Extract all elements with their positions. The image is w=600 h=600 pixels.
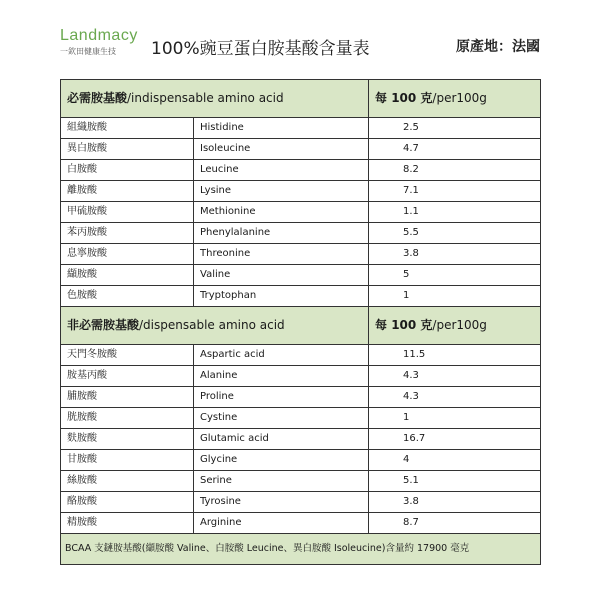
- amino-acid-value: 5: [369, 265, 541, 286]
- table-row: [61, 429, 541, 450]
- table-row: [61, 223, 541, 244]
- table-row: [61, 345, 541, 366]
- amino-acid-name-zh: 絲胺酸: [61, 471, 194, 492]
- logo-subtitle: 一欽田健康生技: [60, 47, 116, 56]
- nonessential-unit: [369, 307, 541, 345]
- table-row: [61, 492, 541, 513]
- table-row: [61, 408, 541, 429]
- essential-unit: [369, 80, 541, 118]
- amino-acid-value: 3.8: [369, 244, 541, 265]
- amino-acid-name-en: Serine: [194, 471, 369, 492]
- amino-acid-name-en: Alanine: [194, 366, 369, 387]
- amino-acid-name-zh: 胱胺酸: [61, 408, 194, 429]
- table-row: [61, 118, 541, 139]
- amino-acid-name-en: Valine: [194, 265, 369, 286]
- nonessential-heading-zh: 非必需胺基酸: [67, 318, 140, 332]
- table-row: [61, 181, 541, 202]
- table-row: [61, 160, 541, 181]
- nonessential-unit-en: /per100g: [432, 318, 487, 332]
- amino-acid-name-zh: 纈胺酸: [61, 265, 194, 286]
- essential-unit-en: /per100g: [432, 91, 487, 105]
- table-row: [61, 265, 541, 286]
- amino-acid-value: 2.5: [369, 118, 541, 139]
- amino-acid-name-en: Cystine: [194, 408, 369, 429]
- amino-acid-name-zh: 酪胺酸: [61, 492, 194, 513]
- table-row: [61, 471, 541, 492]
- amino-acid-name-en: Arginine: [194, 513, 369, 534]
- amino-acid-value: 7.1: [369, 181, 541, 202]
- amino-acid-name-en: Tyrosine: [194, 492, 369, 513]
- amino-acid-value: 4.3: [369, 366, 541, 387]
- amino-acid-name-en: Histidine: [194, 118, 369, 139]
- amino-acid-name-zh: 胺基丙酸: [61, 366, 194, 387]
- amino-acid-name-en: Isoleucine: [194, 139, 369, 160]
- amino-acid-name-zh: 息寧胺酸: [61, 244, 194, 265]
- amino-acid-name-zh: 異白胺酸: [61, 139, 194, 160]
- amino-acid-name-en: Leucine: [194, 160, 369, 181]
- amino-acid-name-en: Glutamic acid: [194, 429, 369, 450]
- table-row: [61, 366, 541, 387]
- amino-acid-name-zh: 組織胺酸: [61, 118, 194, 139]
- essential-heading: [61, 80, 369, 118]
- amino-acid-value: 4.7: [369, 139, 541, 160]
- amino-acid-value: 4.3: [369, 387, 541, 408]
- origin-label: 原產地：法國: [456, 39, 540, 55]
- amino-acid-table: [60, 79, 541, 565]
- amino-acid-value: 1: [369, 408, 541, 429]
- amino-acid-name-en: Methionine: [194, 202, 369, 223]
- table-row: [61, 450, 541, 471]
- amino-acid-value: 5.5: [369, 223, 541, 244]
- amino-acid-value: 11.5: [369, 345, 541, 366]
- amino-acid-value: 5.1: [369, 471, 541, 492]
- table-row: [61, 387, 541, 408]
- amino-acid-name-zh: 脯胺酸: [61, 387, 194, 408]
- amino-acid-value: 16.7: [369, 429, 541, 450]
- nonessential-unit-zh: 每 100 克: [375, 318, 433, 332]
- essential-section-header: [61, 80, 541, 118]
- amino-acid-name-en: Threonine: [194, 244, 369, 265]
- amino-acid-value: 3.8: [369, 492, 541, 513]
- amino-acid-name-zh: 甲硫胺酸: [61, 202, 194, 223]
- page-header: [60, 27, 540, 67]
- amino-acid-value: 8.2: [369, 160, 541, 181]
- amino-acid-name-zh: 麩胺酸: [61, 429, 194, 450]
- amino-acid-name-en: Phenylalanine: [194, 223, 369, 244]
- amino-acid-value: 4: [369, 450, 541, 471]
- amino-acid-name-en: Aspartic acid: [194, 345, 369, 366]
- essential-heading-en: /indispensable amino acid: [127, 91, 284, 105]
- table-row: [61, 202, 541, 223]
- nonessential-section-header: [61, 307, 541, 345]
- amino-acid-name-zh: 離胺酸: [61, 181, 194, 202]
- nonessential-heading-en: /dispensable amino acid: [139, 318, 285, 332]
- logo-name: Landmacy: [60, 27, 138, 44]
- amino-acid-name-zh: 色胺酸: [61, 286, 194, 307]
- amino-acid-name-zh: 精胺酸: [61, 513, 194, 534]
- amino-acid-name-en: Tryptophan: [194, 286, 369, 307]
- amino-acid-name-en: Proline: [194, 387, 369, 408]
- table-row: [61, 286, 541, 307]
- amino-acid-name-zh: 天門冬胺酸: [61, 345, 194, 366]
- amino-acid-value: 1: [369, 286, 541, 307]
- page-title: 100%豌豆蛋白胺基酸含量表: [151, 39, 370, 59]
- nonessential-heading: [61, 307, 369, 345]
- table-row: [61, 513, 541, 534]
- amino-acid-value: 8.7: [369, 513, 541, 534]
- amino-acid-value: 1.1: [369, 202, 541, 223]
- bcaa-footer: [61, 534, 541, 565]
- table-row: [61, 244, 541, 265]
- amino-acid-name-en: Lysine: [194, 181, 369, 202]
- bcaa-note: BCAA 支鏈胺基酸(纈胺酸 Valine、白胺酸 Leucine、異白胺酸 Isoleucine)含量約 17900 毫克: [61, 534, 541, 565]
- table-row: [61, 139, 541, 160]
- essential-heading-zh: 必需胺基酸: [67, 91, 128, 105]
- amino-acid-name-zh: 苯丙胺酸: [61, 223, 194, 244]
- amino-acid-name-en: Glycine: [194, 450, 369, 471]
- brand-logo: [60, 27, 140, 58]
- amino-acid-name-zh: 甘胺酸: [61, 450, 194, 471]
- essential-unit-zh: 每 100 克: [375, 91, 433, 105]
- amino-acid-name-zh: 白胺酸: [61, 160, 194, 181]
